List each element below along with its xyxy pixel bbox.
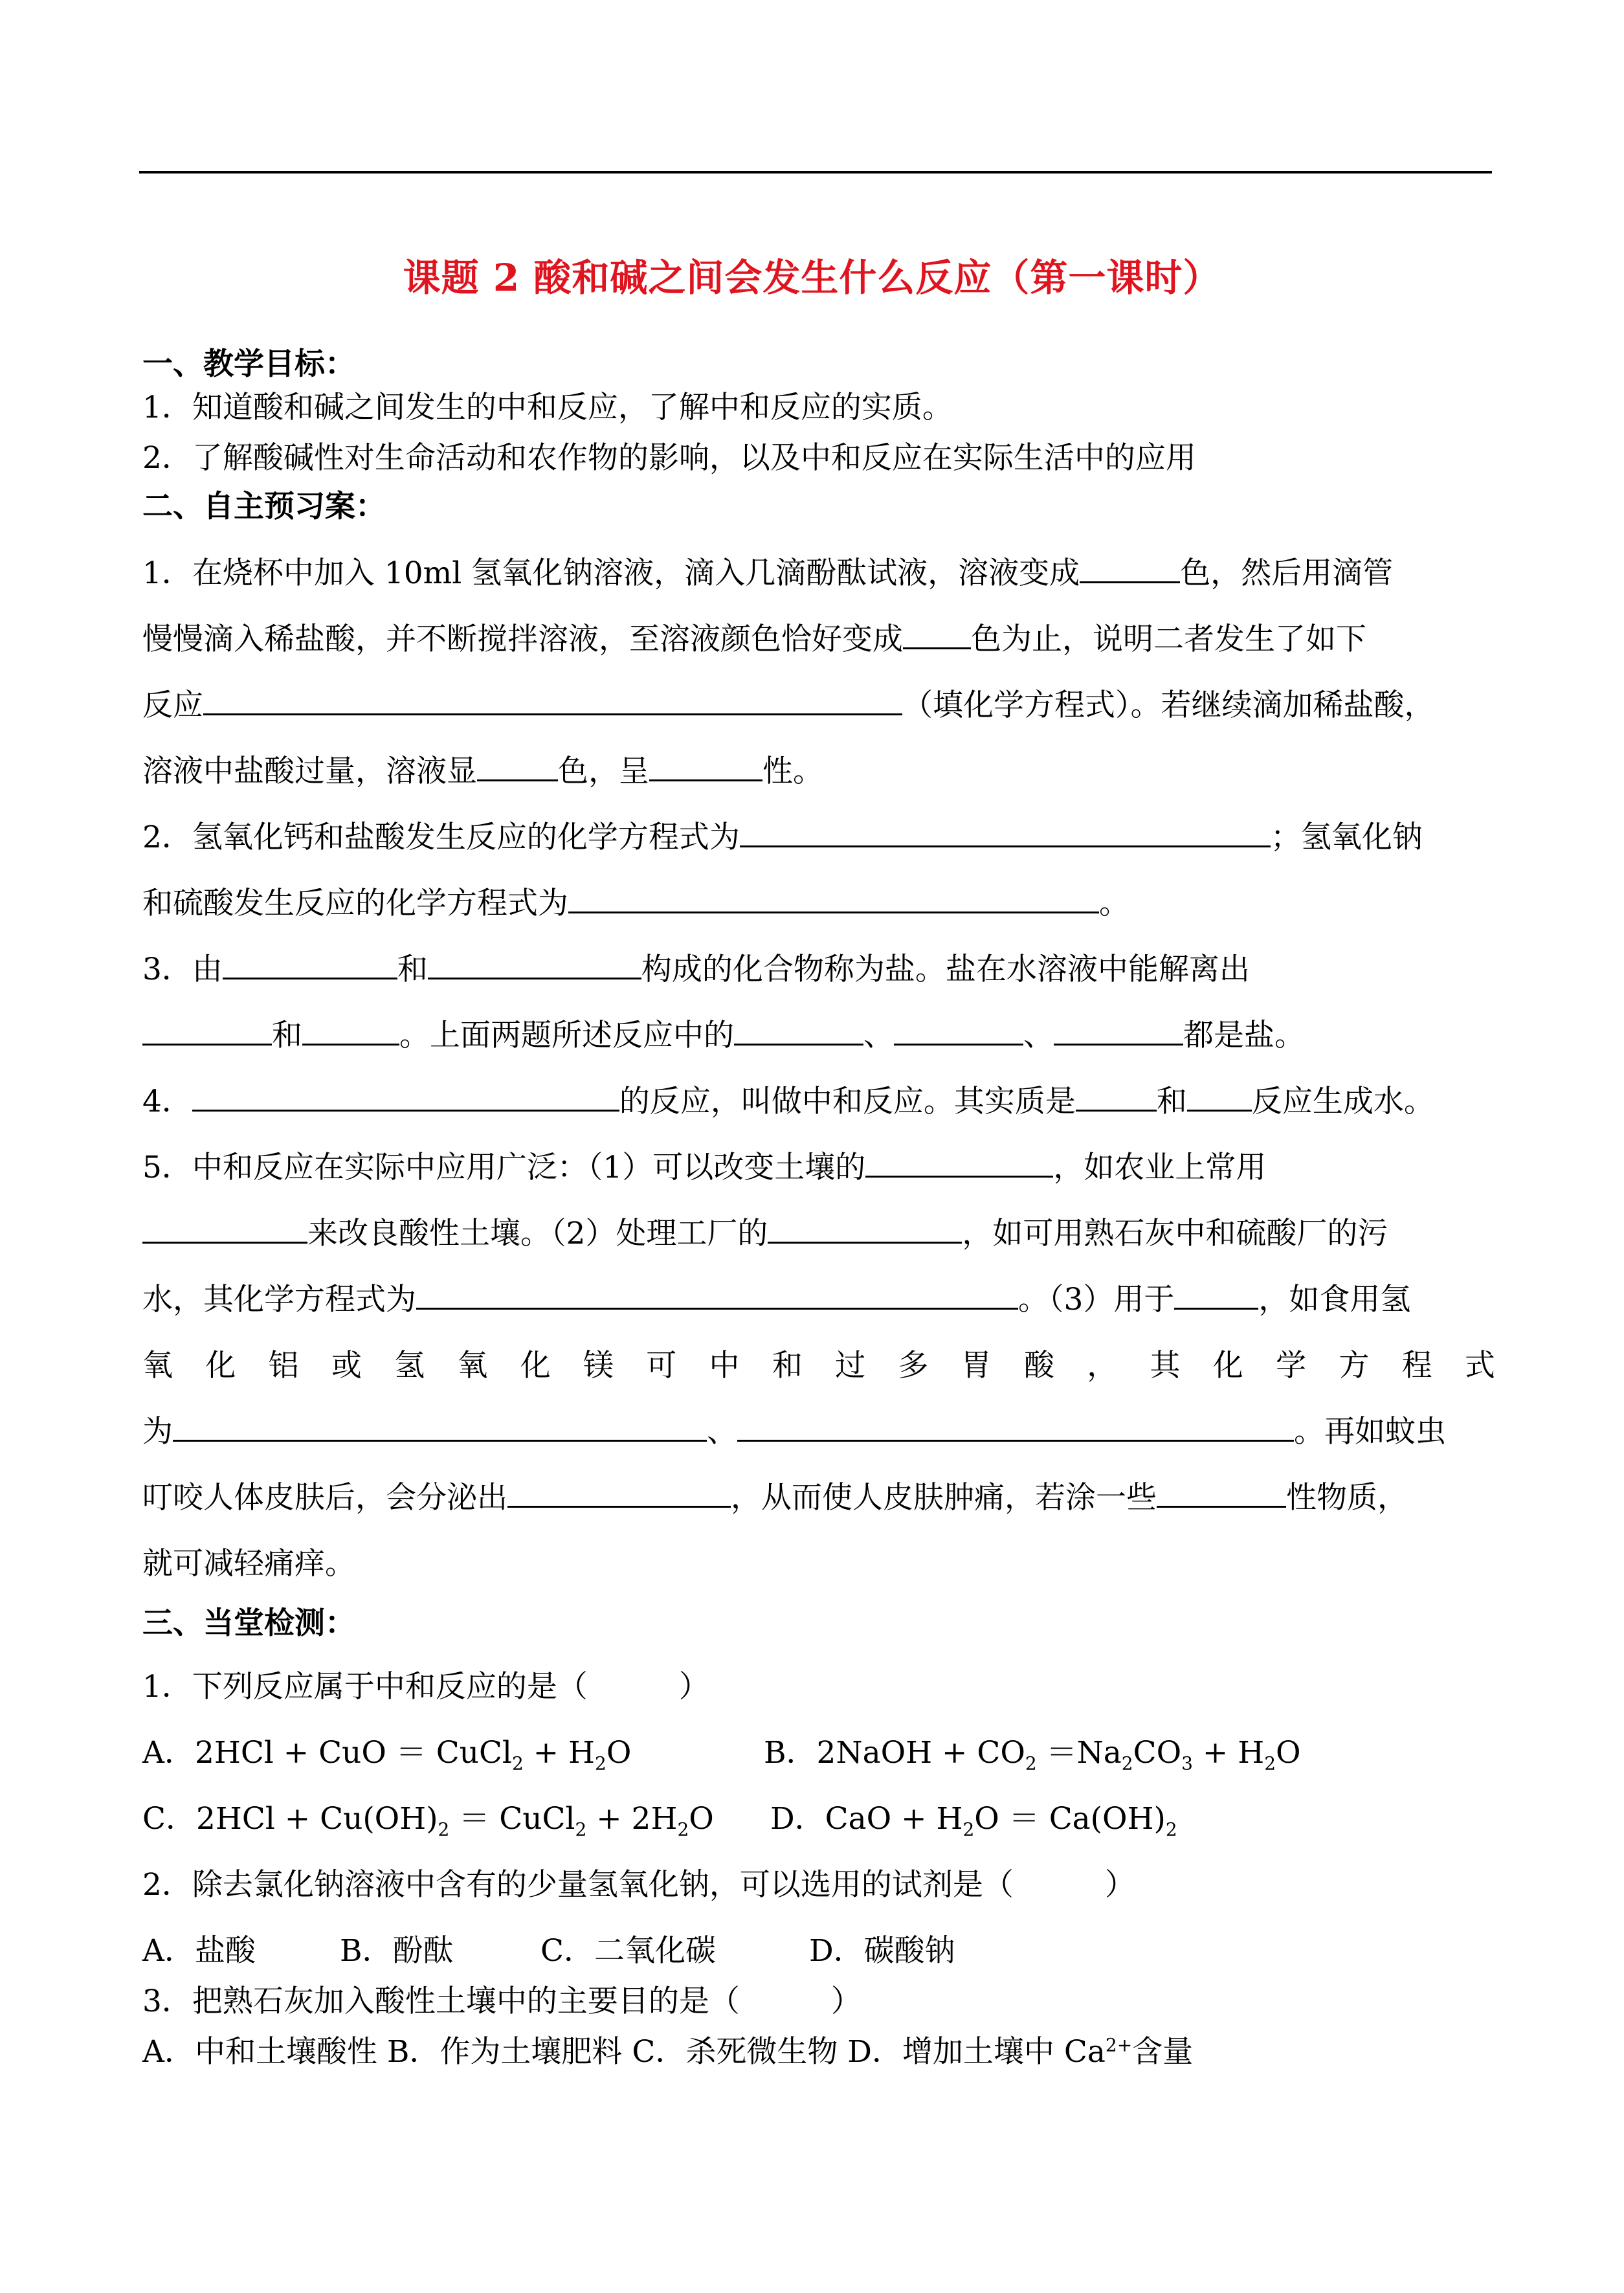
text: ，从而使人皮肤肿痛，若涂一些: [731, 1480, 1157, 1516]
q2-line2: [142, 879, 1495, 923]
check-q1-stem: 1．下列反应属于中和反应的是（ ）: [142, 1669, 709, 1705]
char: 和: [772, 1348, 803, 1383]
text: 。上面两题所述反应中的: [399, 1018, 734, 1053]
q5-line6: [142, 1473, 1495, 1517]
text: 5．中和反应在实际中应用广泛：（1）可以改变土壤的: [142, 1150, 866, 1185]
text: 都是盐。: [1183, 1018, 1305, 1053]
blank-field[interactable]: [1076, 1084, 1157, 1112]
option-d[interactable]: D．碳酸钠: [809, 1933, 955, 1969]
section-heading-preview: 二、自主预习案：: [142, 489, 386, 524]
blank-field[interactable]: [477, 754, 558, 781]
q1-line2: [142, 615, 1495, 658]
text: 慢慢滴入稀盐酸，并不断搅拌溶液，至溶液颜色恰好变成: [142, 621, 903, 657]
page-title: 课题 2 酸和碱之间会发生什么反应（第一课时）: [403, 256, 1221, 300]
text: 。: [1099, 886, 1129, 921]
section-heading-objectives: 一、教学目标：: [142, 346, 355, 382]
blank-field[interactable]: [768, 1216, 962, 1244]
text: ；氢氧化钠: [1270, 820, 1423, 855]
check-q2-stem: 2．除去氯化钠溶液中含有的少量氢氧化钠，可以选用的试剂是（ ）: [142, 1867, 1135, 1903]
q1-line4: [142, 747, 1495, 790]
text: 构成的化合物称为盐。盐在水溶液中能解离出: [641, 952, 1250, 987]
option-a[interactable]: A．盐酸: [142, 1933, 256, 1969]
blank-field[interactable]: [203, 688, 902, 715]
text: 来改良酸性土壤。（2）处理工厂的: [307, 1216, 768, 1251]
text: ，如农业上常用: [1053, 1150, 1267, 1185]
blank-field[interactable]: [1054, 1018, 1183, 1046]
text: 性物质，: [1286, 1480, 1408, 1516]
char: 中: [709, 1348, 740, 1383]
text: 和硫酸发生反应的化学方程式为: [142, 886, 568, 921]
q1-line3: [142, 681, 1495, 724]
char: 化: [205, 1348, 236, 1383]
char: 氧: [457, 1348, 488, 1383]
char: 氧: [142, 1348, 173, 1383]
blank-field[interactable]: [737, 1414, 1294, 1442]
char: 氢: [394, 1348, 425, 1383]
option-c[interactable]: C．二氧化碳: [540, 1933, 716, 1969]
text: ，如可用熟石灰中和硫酸厂的污: [962, 1216, 1388, 1251]
blank-field[interactable]: [192, 1084, 619, 1112]
char: 过: [835, 1348, 866, 1383]
blank-field[interactable]: [894, 1018, 1023, 1046]
text: 4．: [142, 1084, 192, 1119]
q4-line: [142, 1077, 1495, 1121]
blank-field[interactable]: [649, 754, 762, 781]
text: 和: [272, 1018, 302, 1053]
options-text: 含量: [1132, 2034, 1194, 2070]
options-text[interactable]: A．中和土壤酸性 B．作为土壤肥料 C．杀死微生物 D．增加土壤中 Ca: [142, 2034, 1106, 2070]
text: 溶液中盐酸过量，溶液显: [142, 754, 477, 789]
char: 化: [1212, 1348, 1243, 1383]
option-a[interactable]: A．2HCl + CuO ＝ CuCl$_2$ + $H_2O$: [142, 1735, 632, 1774]
text: 叮咬人体皮肤后，会分泌出: [142, 1480, 507, 1516]
text: 1．在烧杯中加入 10ml 氢氧化钠溶液，滴入几滴酚酞试液，溶液变成: [142, 555, 1080, 591]
char: 方: [1339, 1348, 1370, 1383]
objective-1: 1．知道酸和碱之间发生的中和反应，了解中和反应的实质。: [142, 390, 953, 425]
q3-line2: [142, 1011, 1495, 1055]
text: 、: [707, 1414, 737, 1449]
text: 反应: [142, 688, 203, 723]
check-q3-options: [142, 2028, 1495, 2071]
q5-line1: [142, 1143, 1495, 1187]
q2-line1: [142, 813, 1495, 856]
text: 的反应，叫做中和反应。其实质是: [619, 1084, 1076, 1119]
q3-line1: [142, 945, 1495, 989]
text: 性。: [762, 754, 823, 789]
char: 铝: [268, 1348, 299, 1383]
blank-field[interactable]: [416, 1282, 1018, 1310]
text: 和: [397, 952, 428, 987]
q1-line1: [142, 549, 1495, 592]
char: 学: [1276, 1348, 1307, 1383]
char: 其: [1150, 1348, 1181, 1383]
q5-line7: 就可减轻痛痒。: [142, 1546, 355, 1582]
char: 可: [646, 1348, 677, 1383]
text: 反应生成水。: [1251, 1084, 1434, 1119]
option-b[interactable]: B．2NaOH + $CO_2 =Na_2CO_3 + H_2O$: [764, 1735, 1301, 1774]
text: 色为止，说明二者发生了如下: [971, 621, 1366, 657]
q5-line4: [142, 1341, 1495, 1385]
char: 多: [898, 1348, 929, 1383]
check-q1-options-cd: [142, 1795, 1495, 1840]
option-d[interactable]: D．CaO + $H_2O = Ca(OH)_2$: [770, 1801, 1177, 1840]
char: 程: [1401, 1348, 1432, 1383]
q5-line2: [142, 1209, 1495, 1253]
text: 色，呈: [558, 754, 649, 789]
blank-field[interactable]: [568, 886, 1099, 913]
char: 胃: [961, 1348, 992, 1383]
blank-field[interactable]: [428, 952, 641, 979]
text: 为: [142, 1414, 173, 1449]
char: 镁: [583, 1348, 614, 1383]
check-q2-options: [142, 1927, 1495, 1970]
text: 。（3）用于: [1018, 1282, 1175, 1317]
blank-field[interactable]: [1187, 1084, 1252, 1112]
blank-field[interactable]: [1157, 1480, 1286, 1508]
blank-field[interactable]: [734, 1018, 863, 1046]
char: 化: [520, 1348, 551, 1383]
section-heading-check: 三、当堂检测：: [142, 1605, 355, 1641]
superscript: 2+: [1105, 2034, 1133, 2056]
blank-field[interactable]: [507, 1480, 731, 1508]
check-q1-options-ab: [142, 1728, 1495, 1774]
blank-field[interactable]: [142, 1018, 272, 1046]
text: 、: [1023, 1018, 1054, 1053]
option-b[interactable]: B．酚酞: [340, 1933, 454, 1969]
blank-field[interactable]: [1080, 555, 1180, 583]
text: 、: [863, 1018, 894, 1053]
blank-field[interactable]: [1174, 1282, 1258, 1310]
text: 色，然后用滴管: [1180, 555, 1394, 591]
text: 2．氢氧化钙和盐酸发生反应的化学方程式为: [142, 820, 740, 855]
text: ，如食用氢: [1258, 1282, 1411, 1317]
text: 3．由: [142, 952, 223, 987]
char: 酸: [1023, 1348, 1054, 1383]
blank-field[interactable]: [173, 1414, 707, 1442]
blank-field[interactable]: [740, 820, 1271, 847]
objective-2: 2．了解酸碱性对生命活动和农作物的影响，以及中和反应在实际生活中的应用: [142, 440, 1196, 476]
text: 水，其化学方程式为: [142, 1282, 416, 1317]
blank-field[interactable]: [302, 1018, 399, 1046]
q5-line5: [142, 1407, 1495, 1451]
text: （填化学方程式）。若继续滴加稀盐酸，: [902, 688, 1435, 723]
option-c[interactable]: C．$2HCl + Cu(OH)_2$ ＝ CuCl$_2$ + $2H_2O$: [142, 1801, 714, 1840]
q5-line3: [142, 1275, 1495, 1319]
blank-field[interactable]: [865, 1150, 1053, 1178]
char: 式: [1464, 1348, 1495, 1383]
check-q3-stem: 3．把熟石灰加入酸性土壤中的主要目的是（ ）: [142, 1984, 862, 2019]
blank-field[interactable]: [903, 621, 971, 649]
header-rule: [139, 171, 1492, 173]
text: 和: [1156, 1084, 1187, 1119]
blank-field[interactable]: [223, 952, 397, 979]
char: 或: [331, 1348, 362, 1383]
blank-field[interactable]: [142, 1216, 307, 1244]
text: 。再如蚊虫: [1294, 1414, 1446, 1449]
char: ，: [1087, 1348, 1118, 1383]
